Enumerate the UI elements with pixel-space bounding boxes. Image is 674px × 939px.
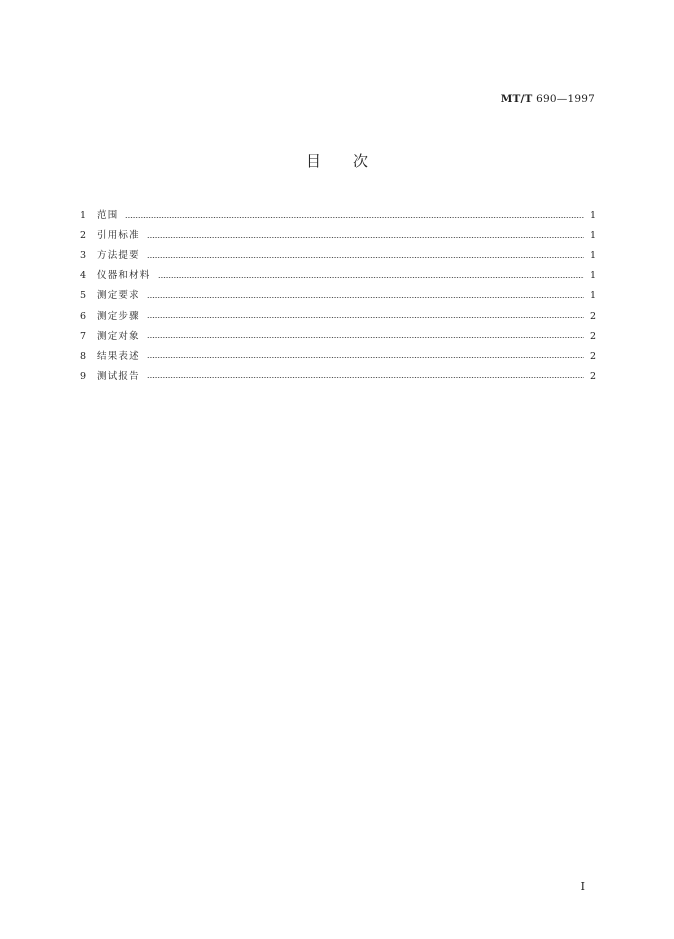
toc-dot-leader bbox=[158, 276, 584, 279]
toc-list bbox=[80, 206, 596, 387]
toc-entry-label: 结果表述 bbox=[97, 350, 140, 362]
toc-title-char-2: 次 bbox=[353, 152, 369, 170]
toc-entry[interactable] bbox=[80, 246, 596, 266]
toc-entry-page: 2 bbox=[589, 350, 596, 362]
toc-entry-label: 测定步骤 bbox=[97, 310, 140, 322]
toc-entry-number: 2 bbox=[80, 230, 87, 242]
toc-entry-label: 测试报告 bbox=[97, 370, 140, 382]
toc-entry[interactable] bbox=[80, 226, 596, 246]
toc-dot-leader bbox=[147, 356, 584, 359]
toc-dot-leader bbox=[147, 296, 584, 299]
toc-entry-label: 测定要求 bbox=[97, 290, 140, 302]
toc-entry-label: 范围 bbox=[97, 210, 119, 222]
toc-entry[interactable] bbox=[80, 367, 596, 387]
toc-dot-leader bbox=[147, 256, 584, 259]
toc-entry-page: 1 bbox=[589, 290, 596, 302]
toc-dot-leader bbox=[147, 236, 584, 239]
toc-entry-page: 1 bbox=[589, 230, 596, 242]
toc-entry-page: 2 bbox=[589, 330, 596, 342]
toc-entry[interactable] bbox=[80, 286, 596, 306]
toc-entry-page: 1 bbox=[589, 250, 596, 262]
toc-entry-label: 测定对象 bbox=[97, 330, 140, 342]
toc-entry[interactable] bbox=[80, 306, 596, 326]
toc-entry-page: 1 bbox=[589, 270, 596, 282]
toc-title-char-1: 目 bbox=[305, 152, 321, 170]
toc-dot-leader bbox=[147, 376, 584, 379]
toc-entry[interactable] bbox=[80, 206, 596, 226]
toc-entry-page: 1 bbox=[589, 210, 596, 222]
toc-entry-number: 8 bbox=[80, 350, 87, 362]
page-folio: I bbox=[580, 880, 585, 893]
toc-title bbox=[0, 150, 674, 171]
toc-entry[interactable] bbox=[80, 347, 596, 367]
toc-entry-label: 方法提要 bbox=[97, 250, 140, 262]
toc-entry[interactable] bbox=[80, 327, 596, 347]
standard-code bbox=[501, 93, 595, 105]
toc-entry-label: 仪器和材料 bbox=[97, 270, 151, 282]
toc-entry-number: 1 bbox=[80, 210, 87, 222]
toc-entry-label: 引用标准 bbox=[97, 230, 140, 242]
standard-prefix: MT/T bbox=[500, 93, 533, 105]
toc-dot-leader bbox=[125, 216, 584, 219]
toc-entry-number: 4 bbox=[80, 270, 87, 282]
toc-entry-number: 6 bbox=[80, 310, 87, 322]
toc-entry-number: 7 bbox=[80, 330, 87, 342]
toc-entry-page: 2 bbox=[589, 370, 596, 382]
toc-dot-leader bbox=[147, 316, 584, 319]
toc-entry-number: 5 bbox=[80, 290, 87, 302]
toc-entry-page: 2 bbox=[589, 310, 596, 322]
toc-entry-number: 9 bbox=[80, 370, 87, 382]
standard-number: 690—1997 bbox=[536, 93, 595, 105]
toc-entry-number: 3 bbox=[80, 250, 87, 262]
toc-entry[interactable] bbox=[80, 266, 596, 286]
toc-dot-leader bbox=[147, 336, 584, 339]
